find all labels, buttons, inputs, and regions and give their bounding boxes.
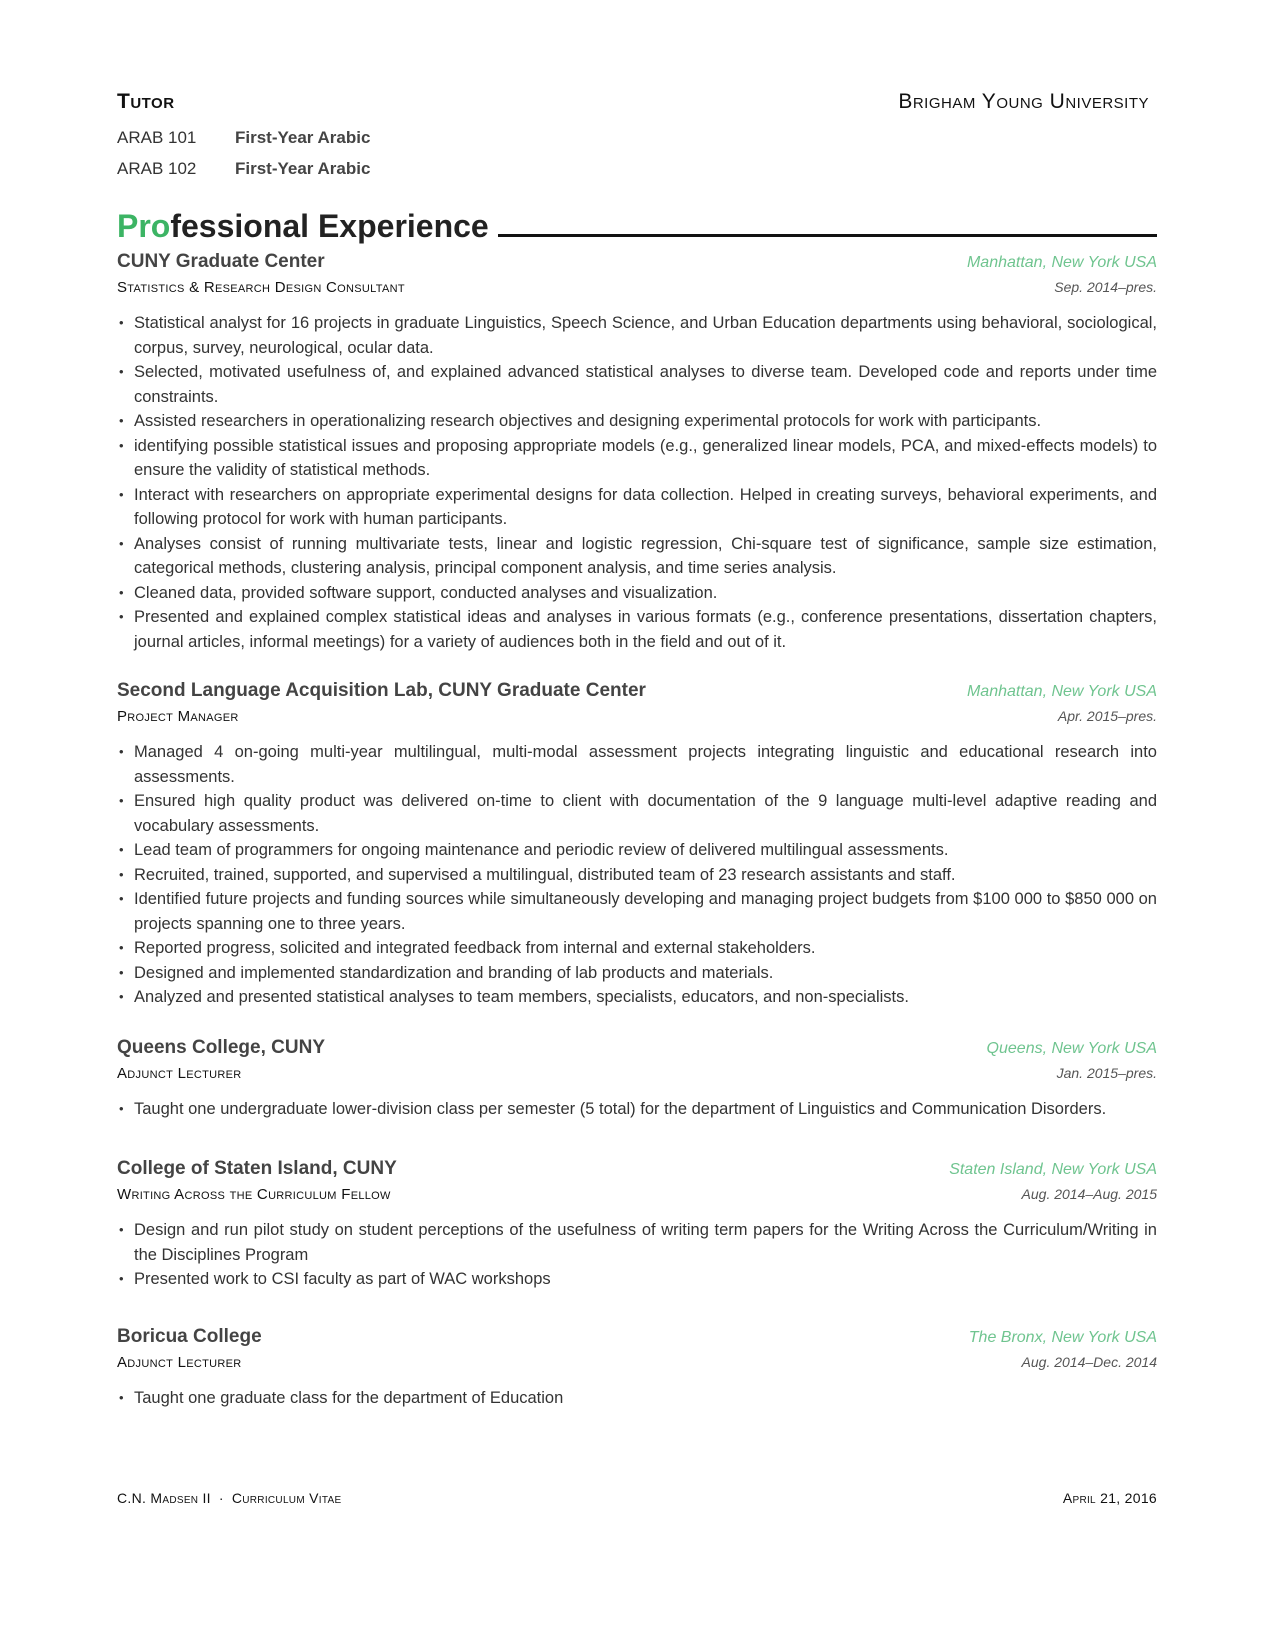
course-name: First-Year Arabic [235, 159, 371, 178]
experience-entry [117, 1158, 1157, 1292]
experience-entry [117, 1326, 1157, 1411]
bullet-item: • Designed and implemented standardization and branding of lab products and materials. [117, 961, 1157, 986]
footer-doc-title: Curriculum Vitae [231, 1490, 342, 1506]
footer-left [117, 1490, 341, 1506]
bullet-item: • Ensured high quality product was delivered on-time to client with documentation of the 9 language multi-level adaptive reading and vocabulary assessments. [117, 789, 1157, 838]
section-rule [498, 234, 1157, 237]
entry-location: Staten Island, New York USA [949, 1161, 1157, 1178]
footer-name: C.N. Madsen II [117, 1490, 211, 1506]
course-row [117, 159, 1157, 181]
section-title [117, 208, 489, 245]
bullet-item: • Presented work to CSI faculty as part of WAC workshops [117, 1267, 1157, 1292]
entry-dates: Aug. 2014–Aug. 2015 [1021, 1186, 1157, 1202]
footer-date: April 21, 2016 [1062, 1490, 1157, 1506]
footer-separator: · [218, 1490, 224, 1506]
entry-organization: CUNY Graduate Center [117, 251, 325, 272]
entry-role: Adjunct Lecturer [117, 1065, 242, 1082]
entry-dates: Apr. 2015–pres. [1057, 708, 1157, 724]
entry-role: Project Manager [117, 708, 239, 725]
bullet-item: • Design and run pilot study on student perceptions of the usefulness of writing term papers for the Writing Across the Curriculum/Writing in the Disciplines Program [117, 1218, 1157, 1267]
bullet-item: • Presented and explained complex statistical ideas and analyses in various formats (e.g., conference presentations, dissertation chapters, journal articles, informal meetings) for a variety of audiences both in the field and out of it. [117, 605, 1157, 654]
bullet-item: • Recruited, trained, supported, and supervised a multilingual, distributed team of 23 research assistants and staff. [117, 863, 1157, 888]
entry-organization: Boricua College [117, 1326, 262, 1347]
entry-role: Adjunct Lecturer [117, 1354, 242, 1371]
entry-bullets [117, 1218, 1157, 1292]
bullet-item: • Lead team of programmers for ongoing maintenance and periodic review of delivered multilingual assessments. [117, 838, 1157, 863]
bullet-item: • Analyses consist of running multivariate tests, linear and logistic regression, Chi-square test of significance, sample size estimation, categorical methods, clustering analysis, principal component analysis, and time series analysis. [117, 532, 1157, 581]
bullet-item: • Taught one graduate class for the department of Education [117, 1386, 1157, 1411]
entry-role: Writing Across the Curriculum Fellow [117, 1186, 391, 1203]
section-title-accent: Pro [117, 208, 171, 244]
section-heading [117, 208, 1157, 245]
entry-location: Manhattan, New York USA [966, 683, 1157, 700]
course-code: ARAB 102 [117, 159, 197, 178]
tutor-header [117, 90, 1157, 114]
entry-dates: Jan. 2015–pres. [1056, 1065, 1157, 1081]
bullet-item: • Managed 4 on-going multi-year multilingual, multi-modal assessment projects integrating linguistic and educational research into assessments. [117, 740, 1157, 789]
entry-dates: Aug. 2014–Dec. 2014 [1021, 1354, 1157, 1370]
bullet-item: • Statistical analyst for 16 projects in graduate Linguistics, Speech Science, and Urban Education departments using behavioral, sociological, corpus, survey, neurological, ocular data. [117, 311, 1157, 360]
bullet-item: • Interact with researchers on appropriate experimental designs for data collection. Helped in creating surveys, behavioral experiments, and following protocol for work with human participants. [117, 483, 1157, 532]
bullet-item: • Assisted researchers in operationalizing research objectives and designing experimental protocols for work with participants. [117, 409, 1157, 434]
bullet-item: • Reported progress, solicited and integrated feedback from internal and external stakeholders. [117, 936, 1157, 961]
tutor-title: Tutor [117, 90, 175, 113]
experience-entry [117, 251, 1157, 654]
entry-location: The Bronx, New York USA [968, 1329, 1157, 1346]
page-footer [117, 1490, 1157, 1506]
entry-location: Queens, New York USA [986, 1040, 1157, 1057]
entry-role: Statistics & Research Design Consultant [117, 279, 405, 296]
tutor-institution: Brigham Young University [898, 90, 1149, 113]
bullet-item: • Analyzed and presented statistical analyses to team members, specialists, educators, and non-specialists. [117, 985, 1157, 1010]
tutor-block [117, 90, 1157, 181]
entry-bullets [117, 1097, 1157, 1122]
bullet-item: • Selected, motivated usefulness of, and explained advanced statistical analyses to diverse team. Developed code and reports under time constraints. [117, 360, 1157, 409]
bullet-item: • Cleaned data, provided software support, conducted analyses and visualization. [117, 581, 1157, 606]
entry-location: Manhattan, New York USA [966, 254, 1157, 271]
course-code: ARAB 101 [117, 128, 197, 147]
bullet-item: • Taught one undergraduate lower-division class per semester (5 total) for the department of Linguistics and Communication Disorders. [117, 1097, 1157, 1122]
experience-entry [117, 1037, 1157, 1122]
entry-organization: Second Language Acquisition Lab, CUNY Graduate Center [117, 680, 646, 701]
entry-bullets [117, 740, 1157, 1010]
course-name: First-Year Arabic [235, 128, 371, 147]
entry-organization: College of Staten Island, CUNY [117, 1158, 397, 1179]
section-title-rest: fessional Experience [170, 208, 489, 244]
entry-dates: Sep. 2014–pres. [1054, 279, 1157, 295]
cv-page [117, 0, 1157, 1650]
entry-organization: Queens College, CUNY [117, 1037, 325, 1058]
entry-bullets [117, 1386, 1157, 1411]
experience-entry [117, 680, 1157, 1010]
entry-bullets [117, 311, 1157, 654]
course-row [117, 128, 1157, 150]
bullet-item: • identifying possible statistical issues and proposing appropriate models (e.g., generalized linear models, PCA, and mixed-effects models) to ensure the validity of statistical methods. [117, 434, 1157, 483]
bullet-item: • Identified future projects and funding sources while simultaneously developing and managing project budgets from $100 000 to $850 000 on projects spanning one to three years. [117, 887, 1157, 936]
